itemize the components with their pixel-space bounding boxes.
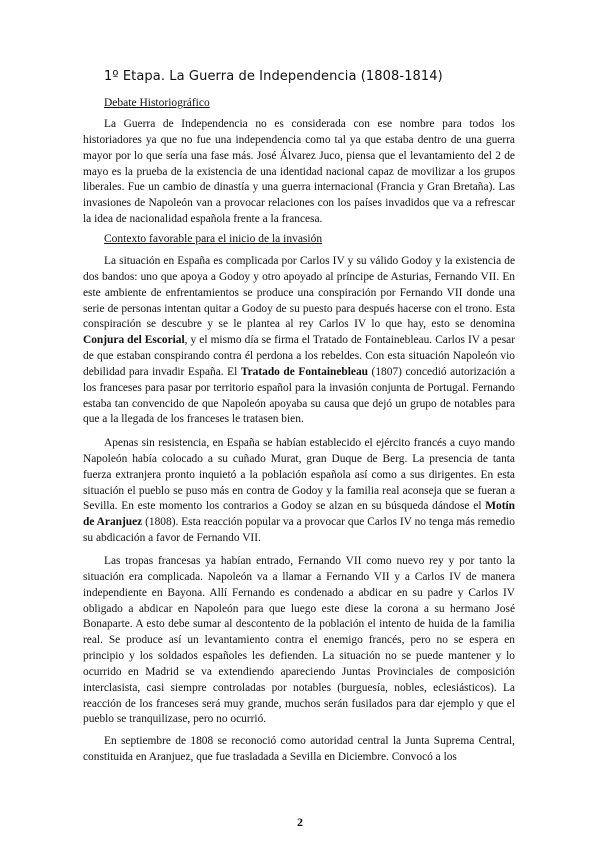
paragraph-contexto [83,254,515,428]
bold-term-motin: Motín de Aranjuez [83,500,515,529]
page-title: 1º Etapa. La Guerra de Independencia (1808-1814) [104,69,443,84]
paragraph-junta: En septiembre de 1808 se reconoció como autoridad central la Junta Suprema Central, constituida en Aranjuez, que fue trasladada a Sevilla en Diciembre. Convocó a los [83,735,515,763]
paragraph-bayona: Las tropas francesas ya habían entrado, Fernando VII como nuevo rey y por tanto la situación era complicada. Napoleón va a llamar a Fernando VII y a Carlos IV de manera independiente en Bayona. Allí Fernando es condenado a abdicar en su padre y Carlos IV obligado a abdicar en Napoleón para que luego este diese la corona a su hermano José Bonaparte. A esto debe sumar al descontento de la población el intento de huida de la familia real. Se produce así un levantamiento contra el enemigo francés, pero no se espera en principio y los soldados españoles les defienden. La situación no se puede mantener y lo ocurrido en Madrid se va extendiendo apareciendo Juntas Provinciales de composición interclasista, casi siempre controladas por notables (burguesía, nobles, eclesiásticos). La reacción de los franceses será muy grande, muchos serán fusilados para dar ejemplo y que el pueblo se tranquilizase, pero no ocurrió. [83,555,515,726]
paragraph-aranjuez [83,436,515,547]
text-run: La situación en España es complicada por Carlos IV y su válido Godoy y la existencia de dos bandos: uno que apoya a Godoy y otro apoyado al príncipe de Asturias, Fernando VII. En este ambiente de enfrentamientos se produce una conspiración por Fernando VII donde una serie de personas intentan quitar a Godoy de su puesto para después hacerse con el trono. Esta conspiración se descubre y se le plantea al rey Carlos IV lo que hay, esto se denomina [83,255,515,331]
paragraph-debate: La Guerra de Independencia no es considerada con ese nombre para todos los historiadores ya que no fue una independencia como tal ya que estaba dentro de una guerra mayor por lo que sería una fase más. José Álvarez Juco, piensa que el levantamiento del 2 de mayo es la prueba de la existencia de una identidad nacional capaz de movilizar a los grupos liberales. Fue un cambio de dinastía y una guerra internacional (Francia y Gran Bretaña). Las invasiones de Napoleón van a provocar relaciones con los países invadidos que va a refrescar la idea de nacionalidad española frente a la francesa. [83,118,515,226]
text-run: Apenas sin resistencia, en España se habían establecido el ejército francés a cuyo mando Napoleón había colocado a su cuñado Murat, gran Duque de Berg. La presencia de tanta fuerza extranjera pronto inquietó a la población española así como a sus dirigentes. En esta situación el pueblo se puso más en contra de Godoy y la familia real aconseja que se fueran a Sevilla. En este momento los contrarios a Godoy se alzan en su búsqueda dándose el [83,437,515,513]
section-heading-contexto: Contexto favorable para el inicio de la invasión [104,233,323,245]
bold-term-tratado: Tratado de Fontainebleau [240,365,368,378]
text-run: , y el mismo día se firma el Tratado de Fontainebleau. Carlos IV a pesar de que estaban conspirando contra él perdona a los rebeldes. Con esta situación Napoleón vio debilidad para invadir España. El [83,334,515,378]
section-heading-debate: Debate Historiográfico [104,97,210,109]
text-run: (1808). Esta reacción popular va a provocar que Carlos IV no tenga más remedio su abdicación a favor de Fernando VII. [83,516,515,545]
text-run: (1807) concedió autorización a los franceses para pasar por territorio español para la invasión conjunta de Portugal. Fernando estaba tan convencido de que Napoleón apoyaba su causa que dejó un grupo de notables para que a la llegada de los franceses le tratasen bien. [83,365,515,426]
bold-term-conjura: Conjura del Escorial [83,334,185,347]
page-number: 2 [297,815,303,829]
